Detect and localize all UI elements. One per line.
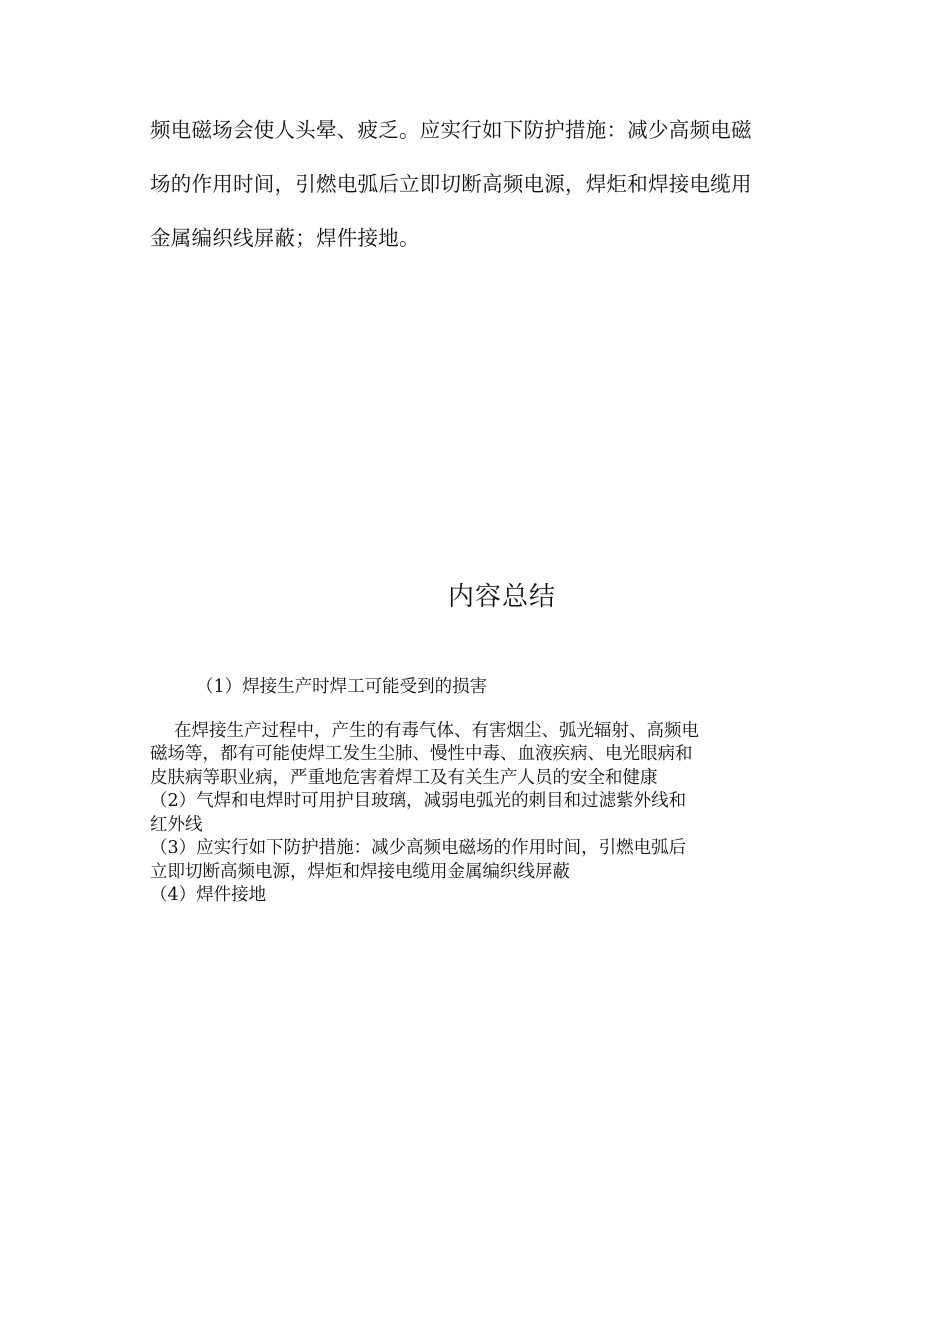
summary-title: 内容总结 [448, 582, 557, 612]
continued-paragraph [150, 120, 810, 282]
summary-line: （3）应实行如下防护措施：减少高频电磁场的作用时间，引燃电弧后 [150, 838, 687, 858]
paragraph-line: 频电磁场会使人头晕、疲乏。应实行如下防护措施：减少高频电磁 [150, 118, 752, 142]
summary-line: 皮肤病等职业病，严重地危害着焊工及有关生产人员的安全和健康 [150, 767, 658, 788]
summary-line: 磁场等，都有可能使焊工发生尘肺、慢性中毒、血液疾病、电光眼病和 [150, 744, 693, 764]
summary-line: 立即切断高频电源，焊炬和焊接电缆用金属编织线屏蔽 [150, 861, 570, 882]
summary-section [150, 676, 810, 908]
paragraph-line: 场的作用时间，引燃电弧后立即切断高频电源，焊炬和焊接电缆用 [150, 172, 752, 196]
summary-line: （4）焊件接地 [150, 885, 267, 905]
summary-subheading: （1）焊接生产时焊工可能受到的损害 [196, 677, 488, 697]
summary-line: 在焊接生产过程中，产生的有毒气体、有害烟尘、弧光辐射、高频电 [174, 720, 699, 741]
summary-line: 红外线 [150, 814, 203, 835]
paragraph-line: 金属编织线屏蔽；焊件接地。 [150, 226, 420, 250]
summary-line: （2）气焊和电焊时可用护目玻璃，减弱电弧光的刺目和过滤紫外线和 [150, 791, 687, 811]
